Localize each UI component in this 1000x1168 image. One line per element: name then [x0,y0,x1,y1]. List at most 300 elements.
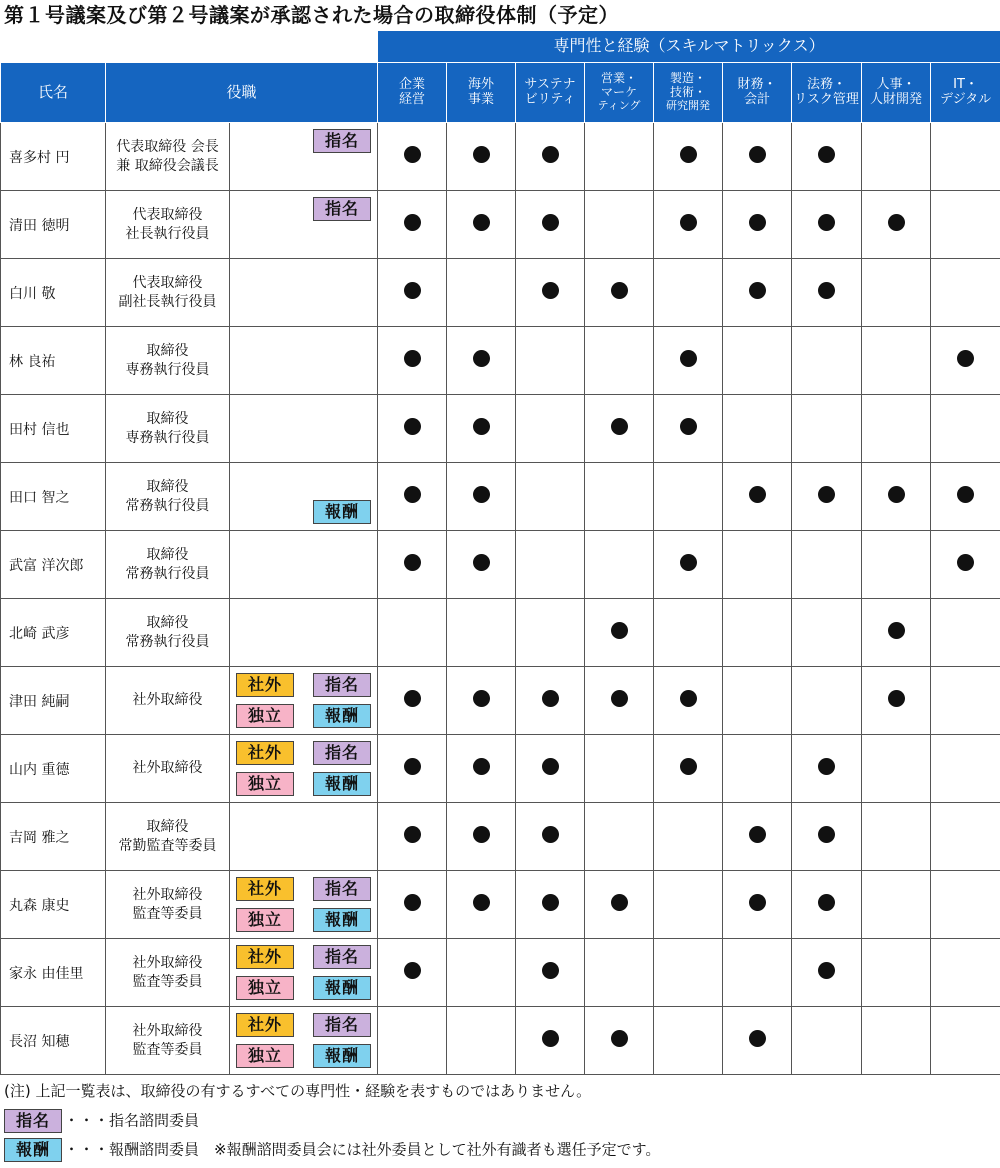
director-name: 武富 洋次郎 [1,531,106,599]
skill-cell [792,735,862,803]
skill-cell [654,327,723,395]
filled-circle-icon [404,146,421,163]
skill-cell [931,259,1000,327]
skill-column-header-line: ビリティ [524,91,576,107]
skill-cell [516,939,585,1007]
skill-cell [862,1007,931,1075]
skill-cell [654,259,723,327]
skill-cell [447,735,516,803]
skill-cell [516,531,585,599]
skill-cell [723,123,792,191]
skill-cell [516,327,585,395]
skill-cell [585,667,654,735]
skill-cell [862,939,931,1007]
skill-cell [447,599,516,667]
filled-circle-icon [473,214,490,231]
director-position [106,735,230,803]
filled-circle-icon [680,418,697,435]
filled-circle-icon [957,554,974,571]
skill-cell [792,599,862,667]
skill-cell [931,803,1000,871]
skill-cell [862,259,931,327]
skill-cell [447,531,516,599]
position-line: 常勤監査等委員 [118,837,217,854]
filled-circle-icon [473,146,490,163]
skill-cell [378,871,447,939]
skill-cell [931,395,1000,463]
position-line: 常務執行役員 [125,497,210,514]
shagai-badge: 社外 [236,945,294,969]
skill-cell [931,871,1000,939]
skill-column-header [516,63,585,123]
filled-circle-icon [404,486,421,503]
skill-cell [378,395,447,463]
skill-cell [447,395,516,463]
director-position [106,667,230,735]
skill-cell [378,803,447,871]
skill-cell [654,463,723,531]
skill-cell [516,259,585,327]
committee-badges [230,939,378,1007]
dokuritsu-badge: 独立 [236,976,294,1000]
committee-badges [230,735,378,803]
director-name: 丸森 康史 [1,871,106,939]
skill-cell [585,735,654,803]
director-name: 吉岡 雅之 [1,803,106,871]
skill-cell [516,395,585,463]
skill-cell [792,259,862,327]
skill-cell [654,939,723,1007]
skill-cell [378,259,447,327]
skill-cell [654,599,723,667]
skill-cell [654,803,723,871]
skill-cell [516,191,585,259]
position-line: 監査等委員 [132,973,203,990]
table-row [1,395,1000,463]
shimei-badge: 指名 [313,741,371,765]
position-line: 専務執行役員 [125,429,210,446]
skill-column-header-line: 製造・ [670,71,707,86]
position-column-header: 役職 [106,63,378,123]
filled-circle-icon [473,894,490,911]
position-line: 代表取締役 [132,275,203,292]
director-position [106,191,230,259]
table-row [1,1007,1000,1075]
skill-cell [931,123,1000,191]
shimei-legend-badge: 指名 [4,1109,62,1133]
filled-circle-icon [680,758,697,775]
shagai-badge: 社外 [236,741,294,765]
skill-cell [378,735,447,803]
filled-circle-icon [404,282,421,299]
filled-circle-icon [888,486,905,503]
skill-cell [447,1007,516,1075]
position-line: 兼 取締役会議長 [116,157,219,174]
director-position [106,599,230,667]
header-blank [1,31,378,63]
filled-circle-icon [404,690,421,707]
table-row [1,803,1000,871]
skill-cell [378,191,447,259]
filled-circle-icon [749,894,766,911]
skill-cell [654,395,723,463]
filled-circle-icon [680,554,697,571]
skill-column-header-line: 人事・ [876,76,916,92]
table-row [1,599,1000,667]
position-line: 専務執行役員 [125,361,210,378]
skill-column-header [862,63,931,123]
filled-circle-icon [542,146,559,163]
skill-cell [378,327,447,395]
skill-cell [862,395,931,463]
skill-cell [654,123,723,191]
filled-circle-icon [957,486,974,503]
shimei-badge: 指名 [313,945,371,969]
skill-column-header-line: 技術・ [670,85,707,100]
filled-circle-icon [818,894,835,911]
director-name: 田村 信也 [1,395,106,463]
skill-cell [378,123,447,191]
position-line: 副社長執行役員 [118,293,217,310]
skill-cell [447,667,516,735]
page-title: 第１号議案及び第２号議案が承認された場合の取締役体制（予定） [4,3,619,27]
skill-cell [378,463,447,531]
skill-column-header [378,63,447,123]
skill-cell [654,1007,723,1075]
dokuritsu-badge: 独立 [236,1044,294,1068]
skill-cell [931,191,1000,259]
hoshu-badge: 報酬 [313,772,371,796]
position-line: 代表取締役 会長 [116,139,219,156]
skill-cell [862,327,931,395]
skill-cell [792,803,862,871]
dokuritsu-badge: 独立 [236,704,294,728]
skill-column-header-line: 会計 [744,91,771,107]
filled-circle-icon [473,554,490,571]
skill-cell [723,531,792,599]
skill-cell [792,871,862,939]
skill-cell [378,667,447,735]
skill-column-header-line: マーケ [601,85,638,100]
shagai-badge: 社外 [236,1013,294,1037]
committee-badges [230,123,378,191]
position-line: 常務執行役員 [125,633,210,650]
filled-circle-icon [888,690,905,707]
filled-circle-icon [818,282,835,299]
shimei-badge: 指名 [313,1013,371,1037]
skill-cell [447,191,516,259]
position-line: 取締役 [146,343,189,360]
shimei-badge: 指名 [313,129,371,153]
table-row [1,531,1000,599]
filled-circle-icon [611,622,628,639]
skill-cell [723,191,792,259]
skill-cell [723,667,792,735]
skill-column-header-line: 営業・ [601,71,638,86]
director-name: 山内 重德 [1,735,106,803]
skill-cell [792,191,862,259]
skill-cell [862,191,931,259]
director-position [106,531,230,599]
skill-cell [516,463,585,531]
skill-cell [447,327,516,395]
filled-circle-icon [542,962,559,979]
skill-cell [792,939,862,1007]
skill-cell [654,735,723,803]
skill-cell [792,123,862,191]
skill-cell [723,599,792,667]
filled-circle-icon [542,826,559,843]
skill-cell [654,191,723,259]
dokuritsu-badge: 独立 [236,772,294,796]
shagai-badge: 社外 [236,673,294,697]
filled-circle-icon [888,214,905,231]
filled-circle-icon [473,758,490,775]
filled-circle-icon [542,1030,559,1047]
position-line: 社外取締役 [132,955,203,972]
skill-cell [585,191,654,259]
skill-cell [792,667,862,735]
skill-cell [516,667,585,735]
director-name: 白川 敬 [1,259,106,327]
shagai-badge: 社外 [236,877,294,901]
filled-circle-icon [542,690,559,707]
skill-cell [862,123,931,191]
filled-circle-icon [473,350,490,367]
skill-cell [792,327,862,395]
filled-circle-icon [957,350,974,367]
skill-column-header-line: ティング [597,98,641,112]
shimei-badge: 指名 [313,673,371,697]
skill-column-header [931,63,1000,123]
filled-circle-icon [818,486,835,503]
skill-cell [654,531,723,599]
filled-circle-icon [611,894,628,911]
skill-cell [862,735,931,803]
skill-cell [447,123,516,191]
hoshu-badge: 報酬 [313,500,371,524]
position-line: 社外取締役 [132,887,203,904]
position-line: 取締役 [146,547,189,564]
skill-cell [723,395,792,463]
skill-column-header-line: デジタル [939,91,992,107]
skill-cell [792,395,862,463]
skill-cell [862,463,931,531]
skill-cell [447,259,516,327]
skill-cell [516,123,585,191]
skill-cell [447,463,516,531]
filled-circle-icon [404,894,421,911]
filled-circle-icon [749,214,766,231]
director-position [106,871,230,939]
table-row [1,871,1000,939]
position-line: 取締役 [146,411,189,428]
skill-cell [447,939,516,1007]
skill-cell [516,1007,585,1075]
skill-cell [723,463,792,531]
table-row [1,667,1000,735]
position-line: 社外取締役 [132,760,203,777]
skill-cell [654,667,723,735]
skill-column-header-line: 海外 [468,76,495,92]
table-row [1,939,1000,1007]
table-row [1,463,1000,531]
filled-circle-icon [749,826,766,843]
skill-cell [378,1007,447,1075]
skill-cell [378,531,447,599]
director-name: 津田 純嗣 [1,667,106,735]
skill-cell [447,803,516,871]
hoshu-badge: 報酬 [313,976,371,1000]
skill-cell [585,939,654,1007]
skill-column-header-line: IT・ [953,76,978,92]
skill-cell [931,1007,1000,1075]
hoshu-legend-text: ・・・報酬諮問委員 ※報酬諮問委員会には社外委員として社外有識者も選任予定です。 [64,1140,661,1159]
filled-circle-icon [611,282,628,299]
position-line: 取締役 [146,479,189,496]
skill-cell [931,327,1000,395]
skill-column-header-line: 企業 [399,76,426,92]
skill-column-header [585,63,654,123]
skill-column-header-line: 研究開発 [666,98,711,112]
filled-circle-icon [404,758,421,775]
skill-column-header-line: 法務・ [807,76,847,92]
skill-cell [378,939,447,1007]
skill-cell [723,939,792,1007]
skill-cell [585,327,654,395]
filled-circle-icon [542,758,559,775]
position-line: 社外取締役 [132,1023,203,1040]
skill-cell [723,803,792,871]
skill-column-header [654,63,723,123]
filled-circle-icon [680,214,697,231]
director-position [106,395,230,463]
director-name: 田口 智之 [1,463,106,531]
filled-circle-icon [404,962,421,979]
skill-cell [862,871,931,939]
filled-circle-icon [404,554,421,571]
filled-circle-icon [680,146,697,163]
table-row [1,327,1000,395]
skill-cell [862,599,931,667]
committee-badges [230,463,378,531]
skill-column-header-line: 事業 [468,91,495,107]
table-row [1,191,1000,259]
shimei-legend [4,1109,199,1133]
name-column-header: 氏名 [1,63,106,123]
skill-matrix-table [0,30,1000,1075]
committee-badges [230,871,378,939]
director-position [106,463,230,531]
skill-column-header [447,63,516,123]
skill-cell [585,871,654,939]
skill-group-header: 専門性と経験（スキルマトリックス） [378,31,1000,63]
committee-badges [230,259,378,327]
skill-column-header [792,63,862,123]
filled-circle-icon [680,690,697,707]
shimei-legend-text: ・・・指名諮問委員 [64,1111,200,1130]
filled-circle-icon [404,826,421,843]
filled-circle-icon [749,1030,766,1047]
committee-badges [230,599,378,667]
director-position [106,803,230,871]
position-line: 取締役 [146,819,189,836]
skill-cell [585,395,654,463]
filled-circle-icon [473,486,490,503]
skill-cell [585,1007,654,1075]
skill-column-header-line: 人財開発 [870,91,923,107]
filled-circle-icon [404,418,421,435]
table-row [1,123,1000,191]
position-line: 代表取締役 [132,207,203,224]
position-line: 監査等委員 [132,905,203,922]
skill-cell [723,871,792,939]
filled-circle-icon [542,894,559,911]
skill-cell [585,259,654,327]
skill-cell [516,871,585,939]
skill-column-header-line: サステナ [524,76,576,92]
committee-badges [230,395,378,463]
skill-cell [516,599,585,667]
filled-circle-icon [888,622,905,639]
skill-cell [931,599,1000,667]
director-name: 清田 徳明 [1,191,106,259]
director-name: 林 良祐 [1,327,106,395]
committee-badges [230,327,378,395]
committee-badges [230,191,378,259]
filled-circle-icon [818,146,835,163]
skill-cell [654,871,723,939]
filled-circle-icon [749,146,766,163]
skill-cell [723,259,792,327]
director-position [106,1007,230,1075]
filled-circle-icon [404,214,421,231]
skill-cell [792,1007,862,1075]
skill-column-header [723,63,792,123]
table-row [1,259,1000,327]
filled-circle-icon [749,486,766,503]
skill-cell [585,803,654,871]
skill-cell [862,803,931,871]
table-row [1,735,1000,803]
skill-column-header-line: 経営 [399,91,426,107]
director-position [106,259,230,327]
skill-cell [723,1007,792,1075]
shimei-badge: 指名 [313,197,371,221]
skill-cell [862,531,931,599]
filled-circle-icon [611,690,628,707]
skill-cell [585,123,654,191]
position-line: 社長執行役員 [125,225,210,242]
filled-circle-icon [542,214,559,231]
skill-cell [862,667,931,735]
hoshu-badge: 報酬 [313,908,371,932]
dokuritsu-badge: 独立 [236,908,294,932]
director-name: 北崎 武彦 [1,599,106,667]
director-name: 喜多村 円 [1,123,106,191]
skill-cell [792,463,862,531]
committee-badges [230,1007,378,1075]
committee-badges [230,667,378,735]
filled-circle-icon [818,826,835,843]
position-line: 監査等委員 [132,1041,203,1058]
filled-circle-icon [611,418,628,435]
filled-circle-icon [473,418,490,435]
filled-circle-icon [542,282,559,299]
hoshu-legend [4,1138,660,1162]
skill-cell [585,531,654,599]
skill-cell [585,599,654,667]
